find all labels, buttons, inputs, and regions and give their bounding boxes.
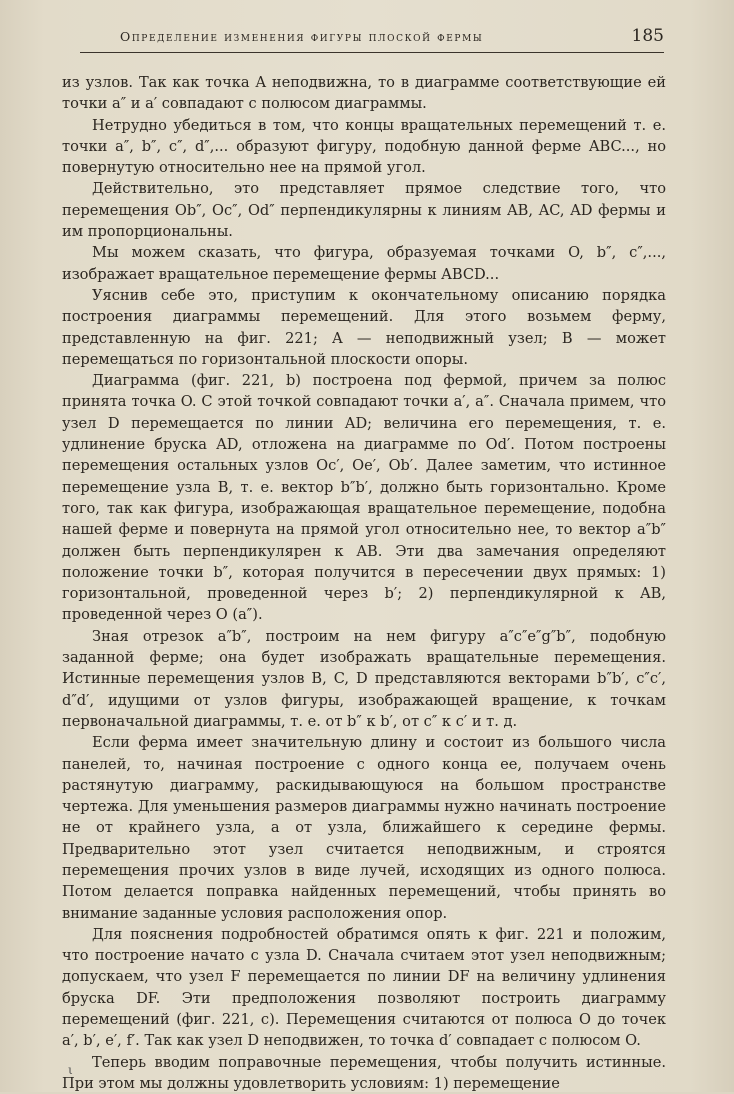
paragraph-2: Нетрудно убедиться в том, что концы вращательных перемещений т. е. точки a″, b″, c″, d″,... образуют фигуру, подобную данной ферме ABC..., но повернутую относительно нее на прямой угол. bbox=[62, 116, 666, 177]
paragraph-6: Диаграмма (фиг. 221, b) построена под фермой, причем за полюс принята точка O. С этой точкой совпадают точки a′, a″. Сначала примем, что узел D перемещается по линии AD; величина его перемещения, т. е. удлинение бруска AD, отложена на диаграмме по Od′. Потом построены перемещения остальных узлов Oc′, Oe′, Ob′. Далее заметим, что истинное перемещение узла B, т. е. вектор b″b′, должно быть горизонтально. Кроме того, так как фигура, изображающая вращательное перемещение, подобна нашей ферме и повернута на прямой угол относительно нее, то вектор a″b″ должен быть перпендикулярен к AB. Эти два замечания определяют положение точки b″, которая получится в пересечении двух прямых: 1) горизонтальной, проведенной через b′; 2) перпендикулярной к AB, проведенной через O (a″). bbox=[62, 372, 666, 624]
paragraph-9: Для пояснения подробностей обратимся опять к фиг. 221 и положим, что построение начато с узла D. Сначала считаем этот узел неподвижным; допускаем, что узел F перемещается по линии DF на величину удлинения бруска DF. Эти предположения позволяют построить диаграмму перемещений (фиг. 221, c). Перемещения считаются от полюса O до точек a′, b′, e′, f′. Так как узел D неподвижен, то точка d′ совпадает с полюсом O. bbox=[62, 925, 666, 1050]
paragraph-1: из узлов. Так как точка A неподвижна, то в диаграмме соответствующие ей точки a″ и a′ совпадают с полюсом диаграммы. bbox=[62, 74, 666, 113]
body-text bbox=[62, 72, 666, 1094]
paragraph-8: Если ферма имеет значительную длину и состоит из большого числа панелей, то, начиная построение с одного конца ее, получаем очень растянутую диаграмму, раскидывающуюся на большом пространстве чертежа. Для уменьшения размеров диаграммы нужно начинать построение не от крайнего узла, а от узла, ближайшего к середине фермы. Предварительно этот узел считается неподвижным, и строятся перемещения прочих узлов в виде лучей, исходящих из одного полюса. Потом делается поправка найденных перемещений, чтобы принять во внимание заданные условия расположения опор. bbox=[62, 734, 666, 922]
running-title: Определение изменения фигуры плоской фермы bbox=[120, 29, 484, 44]
paragraph-4: Мы можем сказать, что фигура, образуемая точками O, b″, c″,..., изображает вращательное перемещение фермы ABCD... bbox=[62, 244, 666, 283]
page-header bbox=[80, 26, 664, 53]
footer-mark: ι bbox=[68, 1063, 73, 1077]
paragraph-3: Действительно, это представляет прямое следствие того, что перемещения Ob″, Oc″, Od″ перпендикулярны к линиям AB, AC, AD фермы и им пропорциональны. bbox=[62, 180, 666, 241]
page-number: 185 bbox=[631, 26, 664, 46]
paragraph-5: Уяснив себе это, приступим к окончательному описанию порядка построения диаграммы перемещений. Для этого возьмем ферму, представленную на фиг. 221; A — неподвижный узел; B — может перемещаться по горизонтальной плоскости опоры. bbox=[62, 286, 666, 368]
paragraph-10: Теперь вводим поправочные перемещения, чтобы получить истинные. При этом мы должны удовлетворить условиям: 1) перемещение bbox=[62, 1053, 666, 1092]
paragraph-7: Зная отрезок a″b″, построим на нем фигуру a″c″e″g″b″, подобную заданной ферме; она будет изображать вращательные перемещения. Истинные перемещения узлов B, C, D представляются векторами b″b′, c″c′, d″d′, идущими от узлов фигуры, изображающей вращение, к точкам первоначальной диаграммы, т. е. от b″ к b′, от c″ к c′ и т. д. bbox=[62, 627, 666, 730]
